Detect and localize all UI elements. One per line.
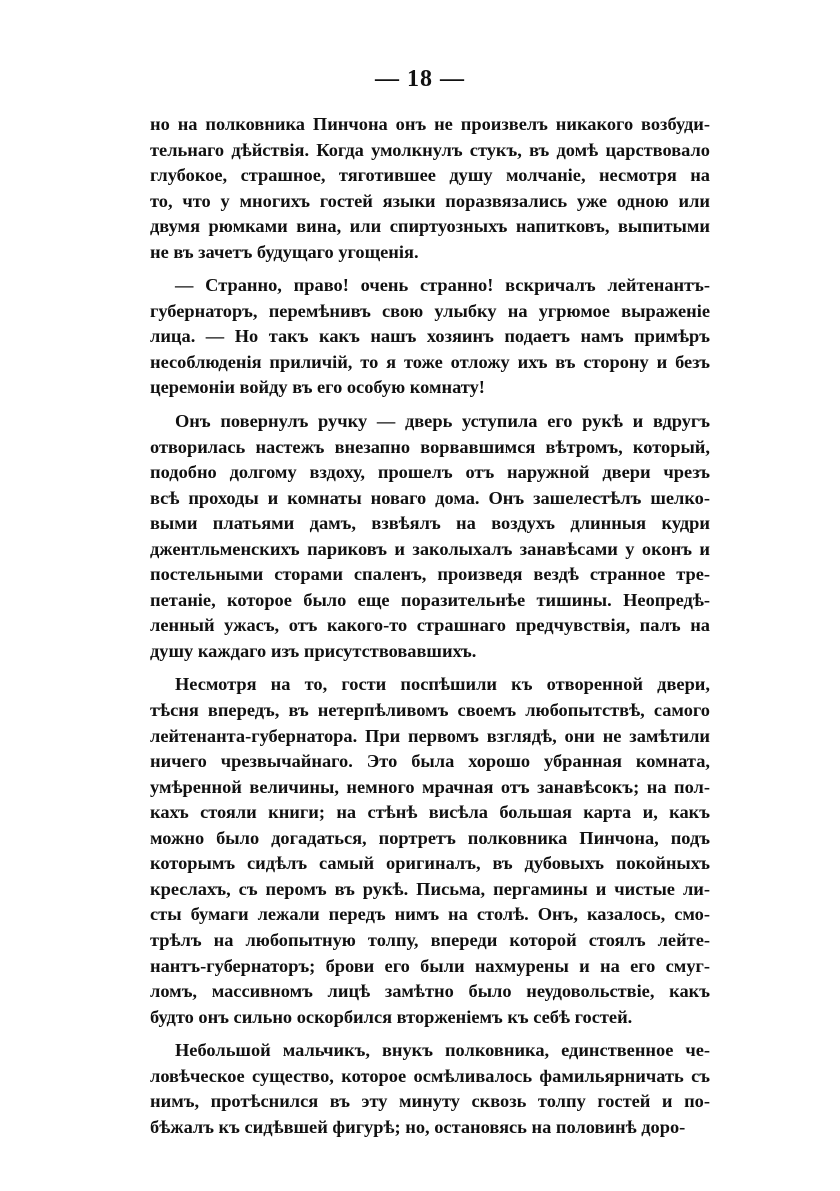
text-line: — Странно, право! очень странно! вскричалъ лейтенантъ- <box>175 275 710 296</box>
text-line: будто онъ сильно оскорбился вторженіемъ къ себѣ гостей. <box>150 1006 633 1027</box>
paragraph-4 <box>150 672 710 1030</box>
text-line: то, что у многихъ гостей языки поразвязались уже одною или <box>150 190 710 211</box>
paragraph-2 <box>150 273 710 401</box>
text-line: нантъ-губернаторъ; брови его были нахмурены и на его смуг- <box>150 955 710 976</box>
text-line: выми платьями дамъ, взвѣялъ на воздухъ длинныя кудри <box>150 513 710 534</box>
text-line: церемоніи войду въ его особую комнату! <box>150 377 485 398</box>
text-line: бѣжалъ къ сидѣвшей фигурѣ; но, остановясь на половинѣ доро- <box>150 1116 686 1137</box>
text-line: Небольшой мальчикъ, внукъ полковника, единственное че- <box>175 1040 710 1061</box>
text-line: кахъ стояли книги; на стѣнѣ висѣла большая карта и, какъ <box>150 802 710 823</box>
text-line: постельными сторами спаленъ, произведя вездѣ странное тре- <box>150 564 710 585</box>
text-line: глубокое, страшное, тяготившее душу молчаніе, несмотря на <box>150 165 710 186</box>
text-line: несоблюденія приличій, то я тоже отложу ихъ въ сторону и безъ <box>150 351 710 372</box>
text-line: душу каждаго изъ присутствовавшихъ. <box>150 640 477 661</box>
text-line: тельнаго дѣйствія. Когда умолкнулъ стукъ, въ домѣ царствовало <box>150 139 710 160</box>
text-line: всѣ проходы и комнаты новаго дома. Онъ зашелестѣлъ шелко- <box>150 487 710 508</box>
text-line: ломъ, массивномъ лицѣ замѣтно было неудовольствіе, какъ <box>150 981 710 1002</box>
text-line: лица. — Но такъ какъ нашъ хозяинъ подаетъ намъ примѣръ <box>150 326 710 347</box>
body-text <box>150 112 710 1140</box>
text-line: отворилась настежъ внезапно ворвавшимся вѣтромъ, который, <box>150 436 710 457</box>
text-line: не въ зачетъ будущаго угощенія. <box>150 241 419 262</box>
text-line: Несмотря на то, гости поспѣшили къ отворенной двери, <box>175 674 710 695</box>
text-line: которымъ сидѣлъ самый оригиналъ, въ дубовыхъ покойныхъ <box>150 853 710 874</box>
text-line: но на полковника Пинчона онъ не произвелъ никакого возбуди- <box>150 114 710 134</box>
page-number: — 18 — <box>375 66 465 92</box>
text-line: умѣренной величины, немного мрачная отъ занавѣсокъ; на пол- <box>150 776 710 797</box>
text-line: джентльменскихъ париковъ и заколыхалъ занавѣсами у оконъ и <box>150 538 710 559</box>
text-line: креслахъ, съ перомъ въ рукѣ. Письма, пергамины и чистые ли- <box>150 878 710 899</box>
text-line: ловѣческое существо, которое осмѣливалось фамильярничать съ <box>150 1065 710 1086</box>
paragraph-5 <box>150 1038 710 1140</box>
text-line: трѣлъ на любопытную толпу, впереди которой стоялъ лейте- <box>150 929 710 950</box>
text-line: можно было догадаться, портретъ полковника Пинчона, подъ <box>150 827 710 848</box>
text-line: Онъ повернулъ ручку — дверь уступила его рукѣ и вдругъ <box>175 411 710 432</box>
text-line: лейтенанта-губернатора. При первомъ взглядѣ, они не замѣтили <box>150 725 710 746</box>
text-line: сты бумаги лежали передъ нимъ на столѣ. Онъ, казалось, смо- <box>150 904 710 925</box>
text-line: ленный ужасъ, отъ какого-то страшнаго предчувствія, палъ на <box>150 615 710 636</box>
text-line: ничего чрезвычайнаго. Это была хорошо убранная комната, <box>150 751 710 772</box>
paragraph-3 <box>150 409 710 664</box>
paragraph-1 <box>150 112 710 265</box>
text-line: губернаторъ, перемѣнивъ свою улыбку на угрюмое выраженіе <box>150 300 710 321</box>
text-line: тѣсня впередъ, въ нетерпѣливомъ своемъ любопытствѣ, самого <box>150 700 710 721</box>
text-line: нимъ, протѣснился въ эту минуту сквозь толпу гостей и по- <box>150 1091 710 1112</box>
text-line: подобно долгому вздоху, прошелъ отъ наружной двери чрезъ <box>150 462 710 483</box>
text-line: двумя рюмками вина, или спиртуозныхъ напитковъ, выпитыми <box>150 216 710 237</box>
text-line: петаніе, которое было еще поразительнѣе тишины. Неопредѣ- <box>150 589 710 610</box>
